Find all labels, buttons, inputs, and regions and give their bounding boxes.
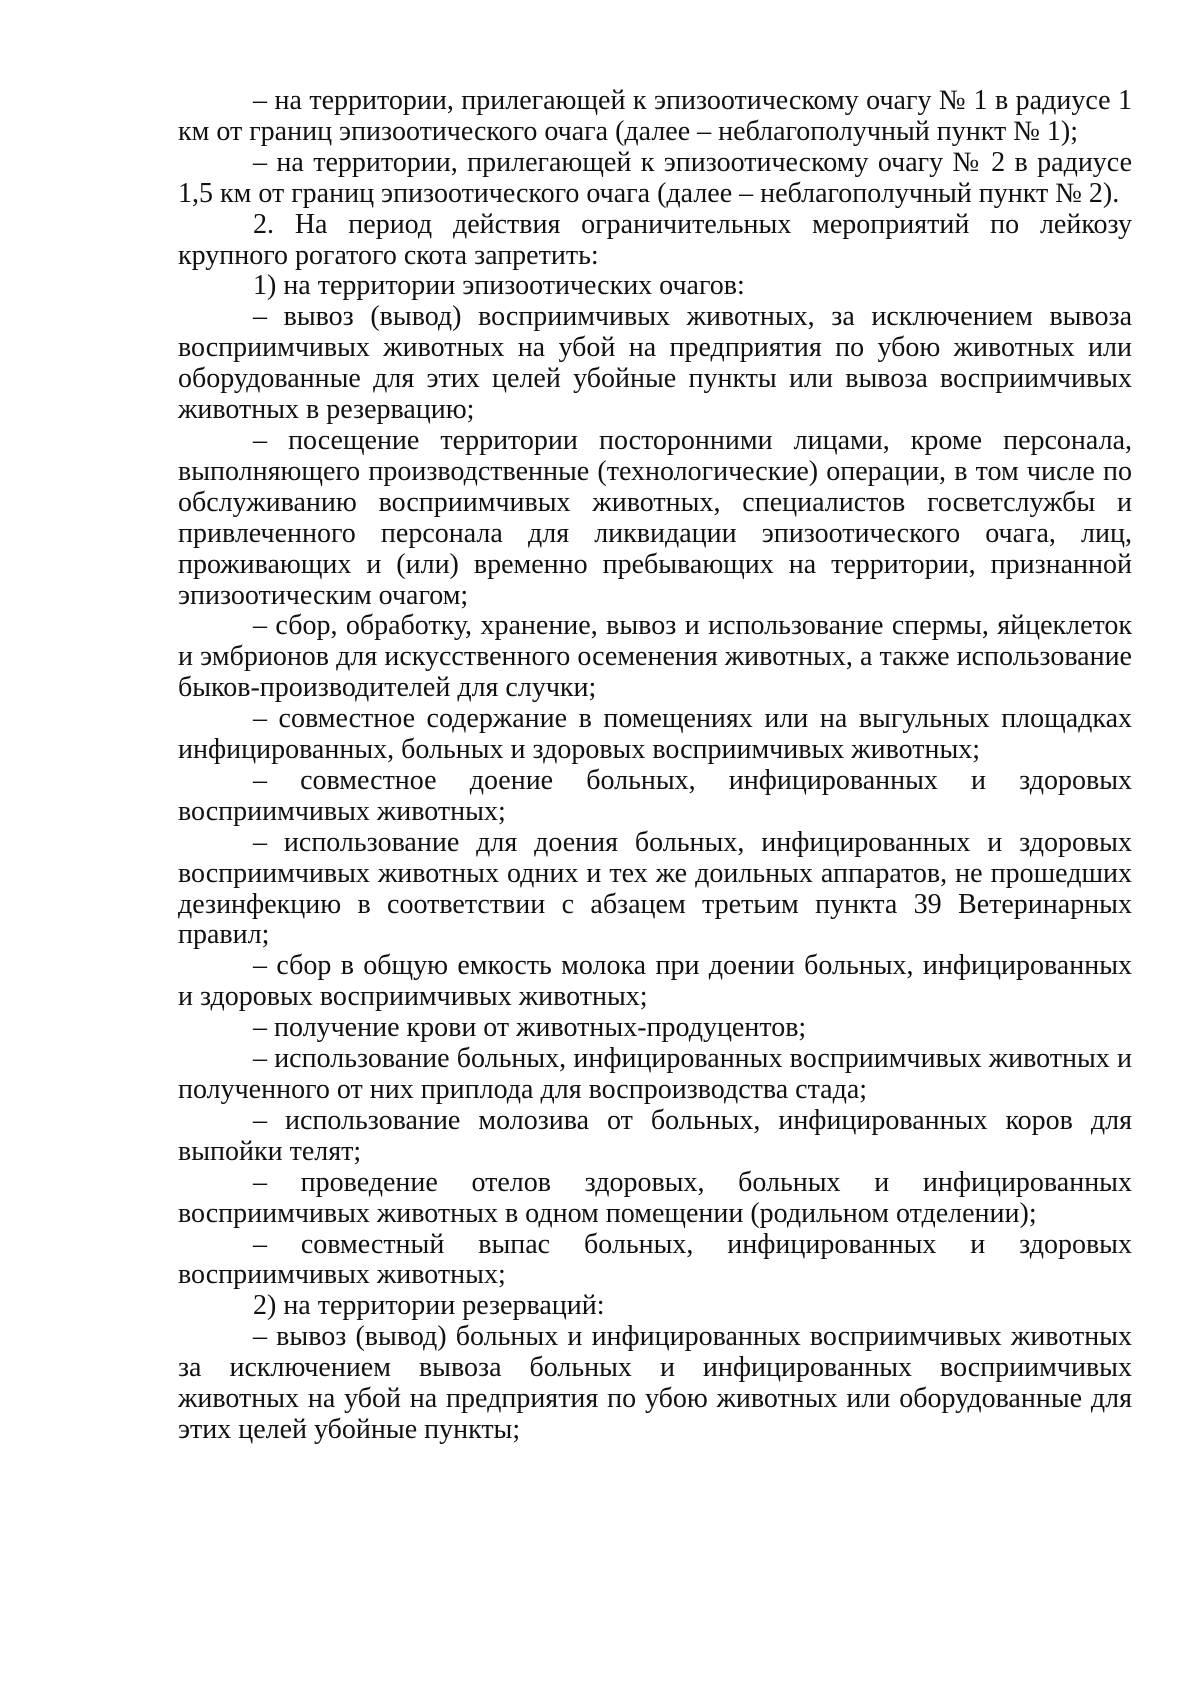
paragraph-ban-blood: – получение крови от животных-продуцентов;: [253, 1012, 807, 1044]
document-body: [178, 86, 1132, 1446]
paragraph-ban-shared-apparatus: – использование для доения больных, инфицированных и здоровых восприимчивых животных одних и тех же доильных аппаратов, не прошедших дезинфекцию в соответствии с абзацем третьим пункта 39 Ветеринарных правил;: [178, 826, 1132, 951]
paragraph-ban-milk-collection: – сбор в общую емкость молока при доении больных, инфицированных и здоровых восприимчивых животных;: [178, 950, 1132, 1013]
paragraph-subsection-1-heading: 1) на территории эпизоотических очагов:: [253, 270, 745, 302]
paragraph-ban-calving: – проведение отелов здоровых, больных и инфицированных восприимчивых животных в одном помещении (родильном отделении);: [178, 1166, 1132, 1229]
paragraph-ban-grazing: – совместный выпас больных, инфицированных и здоровых восприимчивых животных;: [178, 1228, 1132, 1291]
paragraph-subsection-2-heading: 2) на территории резерваций:: [253, 1290, 605, 1322]
paragraph-zone-2: – на территории, прилегающей к эпизоотическому очагу № 2 в радиусе 1,5 км от границ эпизоотического очага (далее – неблагополучный пункт № 2).: [178, 146, 1132, 209]
paragraph-ban-colostrum: – использование молозива от больных, инфицированных коров для выпойки телят;: [178, 1104, 1132, 1167]
paragraph-ban-joint-milking: – совместное доение больных, инфицированных и здоровых восприимчивых животных;: [178, 764, 1132, 827]
paragraph-ban-reservation-removal: – вывоз (вывод) больных и инфицированных восприимчивых животных за исключением вывоза больных и инфицированных восприимчивых животных на убой на предприятия по убою животных или оборудованные для этих целей убойные пункты;: [178, 1321, 1132, 1445]
paragraph-ban-animal-removal: – вывоз (вывод) восприимчивых животных, за исключением вывоза восприимчивых животных на убой на предприятия по убою животных или оборудованные для этих целей убойные пункты или вывоза восприимчивых животных в резервацию;: [178, 301, 1132, 426]
paragraph-ban-reproduction: – использование больных, инфицированных восприимчивых животных и полученного от них приплода для воспроизводства стада;: [178, 1043, 1132, 1105]
paragraph-section-2-intro: 2. На период действия ограничительных мероприятий по лейкозу крупного рогатого скота запретить:: [178, 208, 1132, 271]
paragraph-ban-joint-keeping: – совместное содержание в помещениях или на выгульных площадках инфицированных, больных и здоровых восприимчивых животных;: [178, 703, 1132, 766]
paragraph-zone-1: – на территории, прилегающей к эпизоотическому очагу № 1 в радиусе 1 км от границ эпизоотического очага (далее – неблагополучный пункт № 1);: [178, 85, 1132, 147]
paragraph-ban-semen: – сбор, обработку, хранение, вывоз и использование спермы, яйцеклеток и эмбрионов для искусственного осеменения животных, а также использование быков-производителей для случки;: [178, 610, 1132, 704]
paragraph-ban-visits: – посещение территории посторонними лицами, кроме персонала, выполняющего производственные (технологические) операции, в том числе по обслуживанию восприимчивых животных, специалистов госветслужбы и привлеченного персонала для ликвидации эпизоотического очага, лиц, проживающих и (или) временно пребывающих на территории, признанной эпизоотическим очагом;: [178, 424, 1132, 611]
